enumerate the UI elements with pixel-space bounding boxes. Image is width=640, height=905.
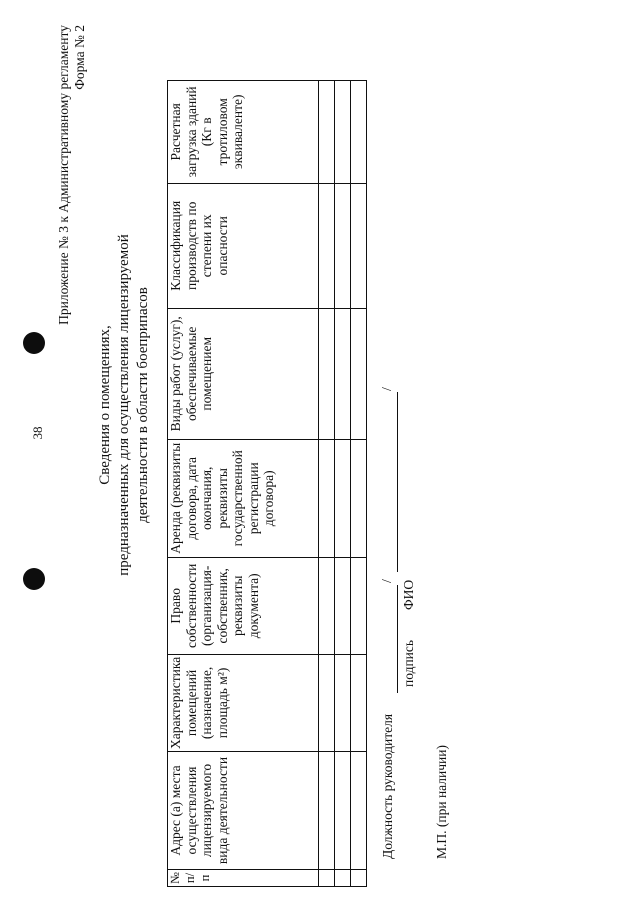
title-line: деятельности в области боеприпасов: [135, 287, 151, 523]
column-header-lease: Аренда (реквизиты договора, дата окончания, реквизиты государственной регистрации договора): [168, 439, 319, 557]
title-line: предназначенных для осуществления лицензируемой: [116, 234, 132, 576]
column-header-classification: Классификация производств по степени их опасности: [168, 183, 319, 308]
column-header-characteristics: Характеристика помещений (назначение, площадь м²): [168, 654, 319, 751]
table-cell[interactable]: [351, 654, 367, 751]
table-cell[interactable]: [319, 308, 335, 439]
slash: /: [380, 387, 395, 391]
table-cell[interactable]: [351, 80, 367, 183]
name-line[interactable]: [397, 392, 398, 572]
name-caption: ФИО: [401, 579, 416, 610]
table-row: [351, 80, 367, 886]
stamp-placeholder: М.П. (при наличии): [434, 745, 449, 859]
table-cell[interactable]: [319, 654, 335, 751]
table-row: [335, 80, 351, 886]
slash: /: [380, 579, 395, 583]
column-header-address: Адрес (а) места осуществления лицензируемого вида деятельности: [168, 752, 319, 870]
signature-line[interactable]: [397, 585, 398, 693]
table-cell[interactable]: [319, 183, 335, 308]
document-title: [96, 205, 153, 605]
table-cell[interactable]: [335, 752, 351, 870]
column-header-load: Расчетная загрузка зданий (Кг в тротиловом эквиваленте): [168, 80, 319, 183]
column-header-ownership: Право собственности (организация-собственник, реквизиты документа): [168, 557, 319, 654]
table-cell[interactable]: [351, 752, 367, 870]
column-header-number: № п/п: [168, 870, 319, 887]
table-cell[interactable]: [335, 183, 351, 308]
table-cell[interactable]: [319, 557, 335, 654]
signature-caption: подпись: [401, 639, 416, 687]
table-cell[interactable]: [319, 870, 335, 887]
table-cell[interactable]: [335, 439, 351, 557]
table-cell[interactable]: [351, 439, 367, 557]
table-cell[interactable]: [335, 308, 351, 439]
table-cell[interactable]: [351, 183, 367, 308]
table-cell[interactable]: [335, 80, 351, 183]
page-number: 38: [30, 426, 45, 440]
table-cell[interactable]: [319, 439, 335, 557]
table-cell[interactable]: [351, 870, 367, 887]
column-header-work-types: Виды работ (услуг), обеспечиваемые помещением: [168, 308, 319, 439]
table-header-row: [168, 80, 319, 886]
table-cell[interactable]: [319, 80, 335, 183]
table-cell[interactable]: [335, 557, 351, 654]
position-label: Должность руководителя: [380, 713, 395, 859]
table-cell[interactable]: [335, 654, 351, 751]
table-cell[interactable]: [335, 870, 351, 887]
form-number: Форма № 2: [72, 25, 87, 90]
table-cell[interactable]: [319, 752, 335, 870]
title-line: Сведения о помещениях,: [97, 325, 113, 485]
table-row: [319, 80, 335, 886]
appendix-line: Приложение № 3 к Административному регламенту: [56, 25, 71, 325]
premises-table: [167, 80, 367, 887]
table-cell[interactable]: [351, 557, 367, 654]
appendix-note: [56, 25, 88, 345]
table-cell[interactable]: [351, 308, 367, 439]
